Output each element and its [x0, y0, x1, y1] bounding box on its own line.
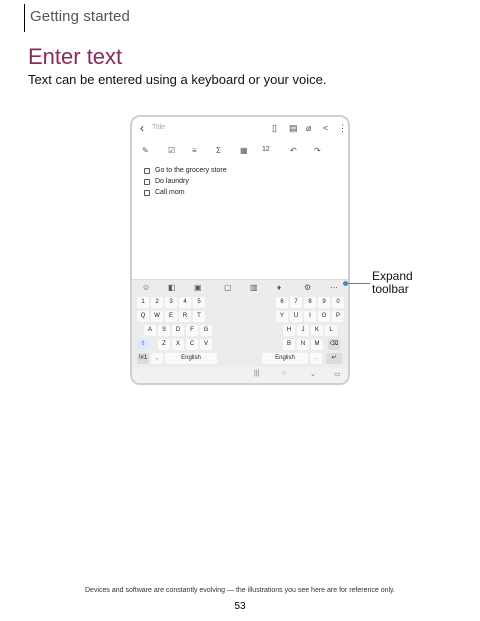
table-icon[interactable]: ▦	[240, 146, 248, 155]
device-illustration	[130, 115, 350, 385]
callout-dot	[343, 281, 348, 286]
expand-toolbar-callout	[372, 270, 432, 296]
key[interactable]: 6	[276, 297, 288, 308]
sticker-icon[interactable]: ◧	[168, 283, 176, 292]
checkbox[interactable]	[144, 168, 150, 174]
key[interactable]: 9	[318, 297, 330, 308]
key[interactable]: A	[144, 325, 156, 336]
page-title: Enter text	[28, 44, 123, 69]
note-text: Do laundry	[155, 178, 189, 185]
key[interactable]: B	[283, 339, 295, 350]
key[interactable]: E	[165, 311, 177, 322]
pdf-icon[interactable]: ▤	[289, 123, 298, 133]
comma-key[interactable]: ,	[151, 353, 163, 364]
callout-line2: toolbar	[372, 282, 409, 296]
space-key-right[interactable]: English	[262, 353, 308, 364]
hide-keyboard-icon[interactable]: ⌄	[310, 371, 316, 378]
list-item[interactable]	[144, 165, 227, 176]
backspace-key[interactable]: ⌫	[328, 339, 340, 350]
key[interactable]: F	[186, 325, 198, 336]
key[interactable]: S	[158, 325, 170, 336]
callout-line1: Expand	[372, 269, 413, 283]
key[interactable]: J	[297, 325, 309, 336]
checkbox[interactable]	[144, 190, 150, 196]
keyboard-mode-icon[interactable]: ▥	[250, 283, 258, 292]
format-toolbar	[132, 143, 348, 161]
sigma-icon[interactable]: Σ	[216, 146, 221, 155]
key[interactable]: 2	[151, 297, 163, 308]
key[interactable]: V	[200, 339, 212, 350]
mic-icon[interactable]: ♦	[277, 283, 282, 292]
font-size-select[interactable]: 12	[262, 146, 270, 153]
enter-key[interactable]: ↵	[326, 353, 342, 364]
checkbox-icon[interactable]: ☑	[168, 146, 176, 155]
key[interactable]: G	[200, 325, 212, 336]
note-title-bar	[132, 117, 348, 141]
more-icon[interactable]: ⋮	[338, 123, 347, 133]
period-key[interactable]: .	[310, 353, 322, 364]
shift-key[interactable]: ⇧	[137, 339, 149, 350]
key[interactable]: Y	[276, 311, 288, 322]
recents-icon[interactable]: |||	[254, 370, 260, 377]
key[interactable]: Z	[158, 339, 170, 350]
note-list	[144, 165, 227, 198]
key[interactable]: 0	[332, 297, 344, 308]
key[interactable]: 8	[304, 297, 316, 308]
keyboard	[132, 295, 348, 367]
note-text: Call mom	[155, 189, 185, 196]
footnote: Devices and software are constantly evolving — the illustrations you see here are for reference only.	[85, 587, 395, 594]
intro-text: Text can be entered using a keyboard or your voice.	[28, 72, 327, 87]
key[interactable]: 4	[179, 297, 191, 308]
key[interactable]: C	[186, 339, 198, 350]
book-icon[interactable]: ▯	[272, 123, 277, 133]
share-icon[interactable]: <	[323, 123, 329, 133]
key[interactable]: H	[283, 325, 295, 336]
list-item[interactable]	[144, 176, 227, 187]
key[interactable]: 5	[193, 297, 205, 308]
keyboard-icon[interactable]: ▭	[334, 371, 341, 378]
key[interactable]: X	[172, 339, 184, 350]
key[interactable]: I	[304, 311, 316, 322]
page-number: 53	[234, 601, 246, 612]
key[interactable]: 7	[290, 297, 302, 308]
note-text: Go to the grocery store	[155, 167, 227, 174]
key[interactable]: O	[318, 311, 330, 322]
keyboard-toolbar	[132, 279, 348, 295]
key[interactable]: K	[311, 325, 323, 336]
emoji-icon[interactable]: ☺	[142, 283, 151, 292]
key[interactable]: P	[332, 311, 344, 322]
redo-icon[interactable]: ↷	[314, 146, 321, 155]
key[interactable]: W	[151, 311, 163, 322]
space-key-left[interactable]: English	[165, 353, 217, 364]
key[interactable]: Q	[137, 311, 149, 322]
settings-gear-icon[interactable]: ⚙	[304, 283, 312, 292]
key[interactable]: N	[297, 339, 309, 350]
clipboard-icon[interactable]: ▢	[224, 283, 232, 292]
section-rule	[24, 4, 25, 32]
key[interactable]: 3	[165, 297, 177, 308]
key[interactable]: L	[325, 325, 337, 336]
checkbox[interactable]	[144, 179, 150, 185]
expand-toolbar-icon[interactable]: ⋯	[330, 283, 338, 292]
home-icon[interactable]: ○	[282, 370, 287, 377]
attach-icon[interactable]: ⌀	[306, 123, 312, 133]
key[interactable]: 1	[137, 297, 149, 308]
symbol-key[interactable]: !#1	[137, 353, 149, 364]
navigation-bar	[132, 367, 348, 383]
title-placeholder[interactable]: Title	[152, 124, 165, 131]
pen-icon[interactable]: ✎	[142, 146, 149, 155]
list-icon[interactable]: ≡	[192, 146, 197, 155]
key[interactable]: U	[290, 311, 302, 322]
section-header: Getting started	[30, 8, 130, 25]
key[interactable]: R	[179, 311, 191, 322]
gif-icon[interactable]: ▣	[194, 283, 202, 292]
list-item[interactable]	[144, 187, 227, 198]
undo-icon[interactable]: ↶	[290, 146, 297, 155]
key[interactable]: M	[311, 339, 323, 350]
callout-line	[345, 283, 370, 284]
key[interactable]: D	[172, 325, 184, 336]
key[interactable]: T	[193, 311, 205, 322]
back-arrow-icon[interactable]: ‹	[140, 121, 144, 135]
